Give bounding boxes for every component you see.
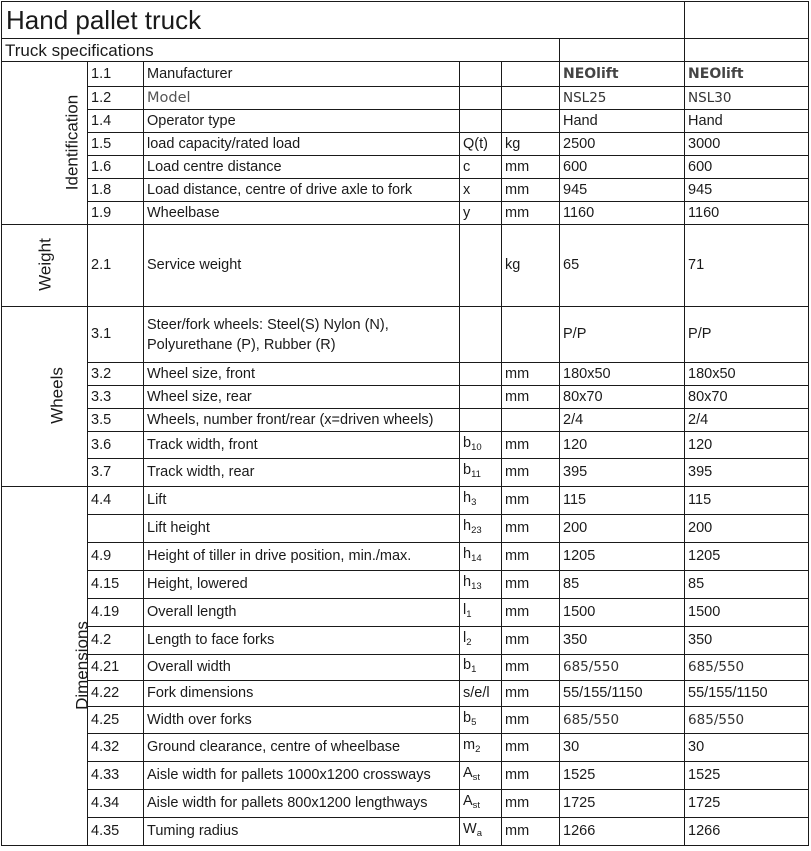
value-model-2: 685/550 <box>685 655 809 681</box>
row-symbol-main: b <box>463 709 472 726</box>
row-description: Overall width <box>144 655 460 681</box>
row-number: 4.25 <box>88 707 144 734</box>
row-symbol-main: Q(t) <box>463 135 488 152</box>
value-model-1: Hand <box>560 110 685 133</box>
row-symbol <box>460 307 502 363</box>
row-unit: mm <box>502 202 560 225</box>
value-model-2: 1500 <box>685 599 809 627</box>
row-number: 1.2 <box>88 87 144 110</box>
table-row <box>2 432 809 459</box>
row-unit <box>502 110 560 133</box>
value-model-2: 600 <box>685 156 809 179</box>
section-label-cell <box>2 62 88 225</box>
row-symbol <box>460 409 502 432</box>
value-model-1: 2/4 <box>560 409 685 432</box>
row-symbol-subscript: 2 <box>466 637 472 648</box>
row-unit: kg <box>502 133 560 156</box>
table-row <box>2 543 809 571</box>
row-symbol <box>460 762 502 790</box>
value-model-1: 685/550 <box>560 707 685 734</box>
row-symbol-subscript: 13 <box>471 581 482 592</box>
row-symbol <box>460 734 502 762</box>
row-symbol-main: x <box>463 181 471 198</box>
value-model-1: 685/550 <box>560 655 685 681</box>
value-model-2: 685/550 <box>685 707 809 734</box>
table-row <box>2 681 809 707</box>
row-unit: mm <box>502 790 560 818</box>
table-row <box>2 179 809 202</box>
row-symbol <box>460 432 502 459</box>
value-model-2: 1205 <box>685 543 809 571</box>
value-model-1: 65 <box>560 225 685 307</box>
row-number: 3.2 <box>88 363 144 386</box>
value-model-1: 200 <box>560 515 685 543</box>
value-model-1: 1266 <box>560 818 685 846</box>
table-row <box>2 409 809 432</box>
row-symbol-subscript: 11 <box>471 469 481 480</box>
row-symbol <box>460 62 502 87</box>
row-unit: mm <box>502 599 560 627</box>
table-row <box>2 225 809 307</box>
row-unit: mm <box>502 543 560 571</box>
table-row <box>2 487 809 515</box>
table-row <box>2 818 809 846</box>
section-label: Weight <box>35 238 54 291</box>
row-number: 1.4 <box>88 110 144 133</box>
row-symbol-subscript: 5 <box>471 716 477 728</box>
row-symbol <box>460 655 502 681</box>
value-model-2: 1160 <box>685 202 809 225</box>
value-model-2: 80x70 <box>685 386 809 409</box>
row-description: Tuming radius <box>144 818 460 846</box>
row-number: 4.22 <box>88 681 144 707</box>
table-row <box>2 62 809 87</box>
subtitle-empty-cell-2 <box>685 39 809 62</box>
row-description: Wheels, number front/rear (x=driven wheels) <box>144 409 460 432</box>
row-description: Fork dimensions <box>144 681 460 707</box>
value-model-1: 1500 <box>560 599 685 627</box>
row-symbol <box>460 363 502 386</box>
table-row <box>2 156 809 179</box>
row-symbol-main: b <box>463 462 472 478</box>
table-row <box>2 655 809 681</box>
row-description: Aisle width for pallets 800x1200 lengthways <box>144 790 460 818</box>
row-number: 4.35 <box>88 818 144 846</box>
value-model-2: 85 <box>685 571 809 599</box>
row-unit: mm <box>502 627 560 655</box>
row-description: Lift <box>144 487 460 515</box>
row-symbol-main: A <box>463 793 473 809</box>
value-model-1: 85 <box>560 571 685 599</box>
row-symbol-subscript: 1 <box>471 664 477 675</box>
row-number: 4.32 <box>88 734 144 762</box>
row-number: 4.9 <box>88 543 144 571</box>
row-symbol <box>460 225 502 307</box>
row-symbol <box>460 627 502 655</box>
table-row <box>2 571 809 599</box>
row-number: 3.7 <box>88 459 144 487</box>
value-model-2: Hand <box>685 110 809 133</box>
value-model-2: 395 <box>685 459 809 487</box>
title-empty-cell <box>685 2 809 39</box>
row-symbol-subscript: 14 <box>471 553 482 564</box>
row-unit: kg <box>502 225 560 307</box>
value-model-2: 1525 <box>685 762 809 790</box>
row-number: 3.5 <box>88 409 144 432</box>
row-symbol <box>460 110 502 133</box>
value-model-2: 115 <box>685 487 809 515</box>
row-number: 2.1 <box>88 225 144 307</box>
row-symbol-subscript: st <box>472 800 481 811</box>
row-symbol-main: s/e/l <box>463 685 490 701</box>
row-description: Ground clearance, centre of wheelbase <box>144 734 460 762</box>
table-row <box>2 515 809 543</box>
row-symbol-main: m <box>463 737 476 753</box>
value-model-2: 2/4 <box>685 409 809 432</box>
row-symbol <box>460 459 502 487</box>
row-symbol-main: l <box>463 630 467 646</box>
row-description: load capacity/rated load <box>144 133 460 156</box>
row-description: Wheel size, rear <box>144 386 460 409</box>
row-description: Wheelbase <box>144 202 460 225</box>
value-model-1: 80x70 <box>560 386 685 409</box>
row-unit: mm <box>502 179 560 202</box>
row-number: 4.2 <box>88 627 144 655</box>
value-model-1: 180x50 <box>560 363 685 386</box>
section-subtitle: Truck specifications <box>2 39 560 62</box>
section-label: Wheels <box>47 367 67 424</box>
value-model-1: 1725 <box>560 790 685 818</box>
row-symbol <box>460 133 502 156</box>
row-symbol <box>460 599 502 627</box>
row-description: Lift height <box>144 515 460 543</box>
table-row <box>2 133 809 156</box>
row-number: 4.4 <box>88 487 144 515</box>
value-model-1: NEOlift <box>560 62 685 87</box>
table-row <box>2 734 809 762</box>
row-unit: mm <box>502 156 560 179</box>
row-symbol-main: h <box>463 518 472 534</box>
row-description: Height of tiller in drive position, min./max. <box>144 543 460 571</box>
row-symbol-main: b <box>463 434 472 451</box>
value-model-2: 200 <box>685 515 809 543</box>
value-model-1: 115 <box>560 487 685 515</box>
value-model-2: 1725 <box>685 790 809 818</box>
value-model-2: 3000 <box>685 133 809 156</box>
table-row <box>2 110 809 133</box>
row-unit <box>502 87 560 110</box>
row-number: 4.21 <box>88 655 144 681</box>
row-description: Overall length <box>144 599 460 627</box>
row-unit: mm <box>502 681 560 707</box>
value-model-1: NSL25 <box>560 87 685 110</box>
row-description: Height, lowered <box>144 571 460 599</box>
value-model-1: 945 <box>560 179 685 202</box>
page-title: Hand pallet truck <box>2 2 685 39</box>
row-description: Track width, front <box>144 432 460 459</box>
row-number: 1.5 <box>88 133 144 156</box>
row-unit: mm <box>502 707 560 734</box>
section-label-cell <box>2 487 92 846</box>
row-symbol-subscript: 10 <box>471 441 482 453</box>
row-symbol-subscript: 2 <box>475 744 481 755</box>
row-number: 4.34 <box>88 790 144 818</box>
row-symbol <box>460 790 502 818</box>
value-model-2: NSL30 <box>685 87 809 110</box>
table-row <box>2 87 809 110</box>
value-model-2: P/P <box>685 307 809 363</box>
row-symbol-subscript: 1 <box>466 609 472 620</box>
row-unit: mm <box>502 762 560 790</box>
row-unit: mm <box>502 459 560 487</box>
value-model-1: 1525 <box>560 762 685 790</box>
value-model-2: 350 <box>685 627 809 655</box>
row-unit: mm <box>502 487 560 515</box>
row-unit: mm <box>502 655 560 681</box>
row-symbol-main: A <box>463 765 473 781</box>
row-unit: mm <box>502 571 560 599</box>
table-row <box>2 307 809 363</box>
row-description: Wheel size, front <box>144 363 460 386</box>
table-row <box>2 386 809 409</box>
row-description: Width over forks <box>144 707 460 734</box>
value-model-2: 71 <box>685 225 809 307</box>
table-row <box>2 762 809 790</box>
value-model-2: NEOlift <box>685 62 809 87</box>
row-symbol-main: b <box>463 657 472 673</box>
table-row <box>2 627 809 655</box>
row-number <box>88 515 144 543</box>
row-unit: mm <box>502 515 560 543</box>
row-symbol-subscript: 23 <box>471 525 482 536</box>
table-row <box>2 459 809 487</box>
subtitle-empty-cell-1 <box>560 39 685 62</box>
row-symbol-main: l <box>463 602 467 618</box>
value-model-2: 55/155/1150 <box>685 681 809 707</box>
row-number: 3.3 <box>88 386 144 409</box>
table-row <box>2 790 809 818</box>
value-model-1: 120 <box>560 432 685 459</box>
value-model-1: 30 <box>560 734 685 762</box>
row-number: 3.1 <box>88 307 144 363</box>
section-label-cell <box>2 225 88 307</box>
row-symbol-main: W <box>463 821 477 837</box>
row-number: 1.1 <box>88 62 144 87</box>
spec-table <box>1 1 809 846</box>
row-description: Operator type <box>144 110 460 133</box>
row-symbol-main: c <box>463 158 471 175</box>
row-symbol <box>460 87 502 110</box>
table-row <box>2 202 809 225</box>
row-description: Steer/fork wheels: Steel(S) Nylon (N), Polyurethane (P), Rubber (R) <box>144 307 460 363</box>
row-symbol <box>460 818 502 846</box>
table-row <box>2 599 809 627</box>
value-model-1: 55/155/1150 <box>560 681 685 707</box>
value-model-1: 1205 <box>560 543 685 571</box>
row-unit <box>502 307 560 363</box>
row-unit: mm <box>502 363 560 386</box>
row-symbol <box>460 543 502 571</box>
value-model-1: P/P <box>560 307 685 363</box>
row-description: Load centre distance <box>144 156 460 179</box>
value-model-1: 395 <box>560 459 685 487</box>
row-symbol-subscript: 3 <box>471 497 477 508</box>
row-description: Track width, rear <box>144 459 460 487</box>
section-label: Identification <box>62 94 82 190</box>
value-model-2: 120 <box>685 432 809 459</box>
row-symbol <box>460 386 502 409</box>
value-model-2: 30 <box>685 734 809 762</box>
value-model-1: 1160 <box>560 202 685 225</box>
row-unit: mm <box>502 734 560 762</box>
row-unit: mm <box>502 818 560 846</box>
value-model-2: 945 <box>685 179 809 202</box>
row-description: Manufacturer <box>144 62 460 87</box>
row-number: 1.6 <box>88 156 144 179</box>
row-symbol-main: y <box>463 204 471 221</box>
row-symbol <box>460 179 502 202</box>
section-label-cell <box>2 307 88 487</box>
row-number: 3.6 <box>88 432 144 459</box>
table-row <box>2 707 809 734</box>
value-model-1: 350 <box>560 627 685 655</box>
row-symbol-main: h <box>463 574 472 590</box>
row-description: Length to face forks <box>144 627 460 655</box>
table-row <box>2 363 809 386</box>
row-description: Model <box>144 87 460 110</box>
row-symbol-main: h <box>463 546 472 562</box>
row-number: 4.19 <box>88 599 144 627</box>
row-number: 4.33 <box>88 762 144 790</box>
value-model-1: 600 <box>560 156 685 179</box>
row-symbol-subscript: st <box>472 772 481 783</box>
row-number: 4.15 <box>88 571 144 599</box>
value-model-2: 1266 <box>685 818 809 846</box>
row-unit: mm <box>502 386 560 409</box>
row-unit: mm <box>502 432 560 459</box>
row-symbol-main: h <box>463 490 472 506</box>
row-symbol <box>460 156 502 179</box>
row-description: Service weight <box>144 225 460 307</box>
value-model-2: 180x50 <box>685 363 809 386</box>
row-symbol-subscript: a <box>476 828 482 839</box>
row-unit <box>502 62 560 87</box>
row-description: Aisle width for pallets 1000x1200 crossways <box>144 762 460 790</box>
row-symbol <box>460 707 502 734</box>
row-symbol <box>460 571 502 599</box>
row-number: 1.8 <box>88 179 144 202</box>
row-symbol <box>460 487 502 515</box>
value-model-1: 2500 <box>560 133 685 156</box>
row-symbol <box>460 681 502 707</box>
row-number: 1.9 <box>88 202 144 225</box>
row-unit <box>502 409 560 432</box>
row-symbol <box>460 515 502 543</box>
row-description: Load distance, centre of drive axle to fork <box>144 179 460 202</box>
row-symbol <box>460 202 502 225</box>
section-label: Dimensions <box>72 620 92 710</box>
